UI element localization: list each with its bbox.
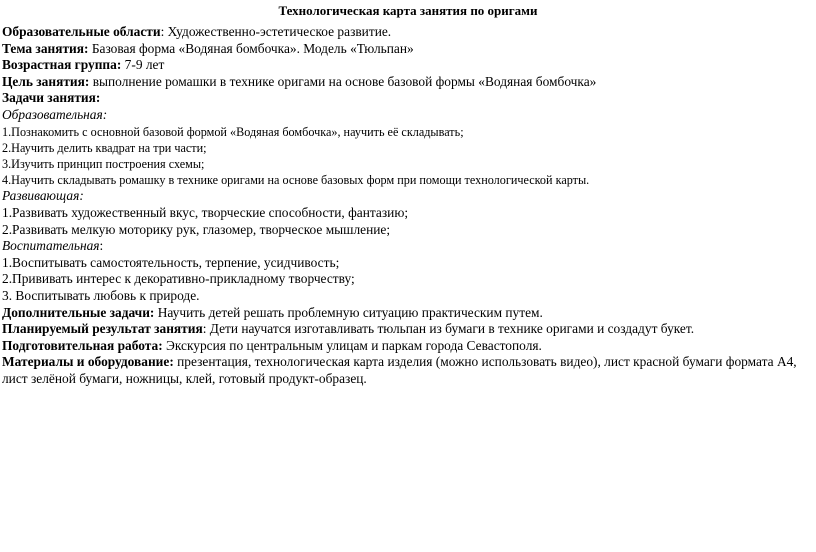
topic-line [2,41,802,58]
additional-tasks-value: Научить детей решать проблемную ситуацию практическим путем. [154,304,543,320]
goal-line [2,74,802,91]
upbringing-heading-line [2,238,802,255]
planned-result-label: Планируемый результат занятия [2,321,203,337]
preparation-value: Экскурсия по центральным улицам и паркам города Севастополя. [162,337,542,353]
goal-value: выполнение ромашки в технике оригами на основе базовой формы «Водяная бомбочка» [89,73,597,89]
tasks-heading: Задачи занятия: [2,90,101,106]
goal-label: Цель занятия: [2,73,90,89]
educational-item: 1.Познакомить с основной базовой формой «Водяная бомбочка», научить её складывать; [2,124,464,139]
document-content [2,24,802,388]
developing-item: 1.Развивать художественный вкус, творческие способности, фантазию; [2,204,409,220]
educational-heading: Образовательная: [2,106,108,122]
topic-label: Тема занятия: [2,40,89,56]
upbringing-item: 3. Воспитывать любовь к природе. [2,287,200,303]
upbringing-heading: Воспитательная [2,238,100,254]
preparation-label: Подготовительная работа: [2,337,163,353]
upbringing-item: 2.Прививать интерес к декоративно-прикладному творчеству; [2,271,355,287]
areas-label: Образовательные области [2,24,161,39]
upbringing-colon: : [99,238,104,254]
educational-item: 2.Научить делить квадрат на три части; [2,140,207,155]
materials-value: презентация, технологическая карта изделия (можно использовать видео), лист красной бумаги формата А4, лист зелёной бумаги, ножницы, клей, готовый продукт-образец. [2,354,797,386]
document-title: Технологическая карта занятия по оригами [278,3,538,18]
areas-value: Художественно-эстетическое развитие. [167,24,392,39]
materials-line [2,354,802,387]
materials-label: Материалы и оборудование: [2,354,174,370]
age-line [2,57,802,74]
areas-line [2,24,802,41]
educational-item: 4.Научить складывать ромашку в технике оригами на основе базовых форм при помощи технологической карты. [2,173,590,188]
age-value: 7-9 лет [121,57,165,73]
developing-heading: Развивающая: [2,188,84,204]
upbringing-item: 1.Воспитывать самостоятельность, терпение, усидчивость; [2,254,340,270]
additional-tasks-line [2,305,802,322]
educational-item: 3.Изучить принцип построения схемы; [2,156,205,171]
planned-result-line [2,321,802,338]
additional-tasks-label: Дополнительные задачи: [2,304,155,320]
developing-item: 2.Развивать мелкую моторику рук, глазомер, творческое мышление; [2,221,391,237]
planned-result-value: : Дети научатся изготавливать тюльпан из бумаги в технике оригами и создадут букет. [202,321,695,337]
topic-value: Базовая форма «Водяная бомбочка». Модель «Тюльпан» [88,40,414,56]
preparation-line [2,338,802,355]
areas-separator: : [160,24,168,39]
age-label: Возрастная группа: [2,57,122,73]
